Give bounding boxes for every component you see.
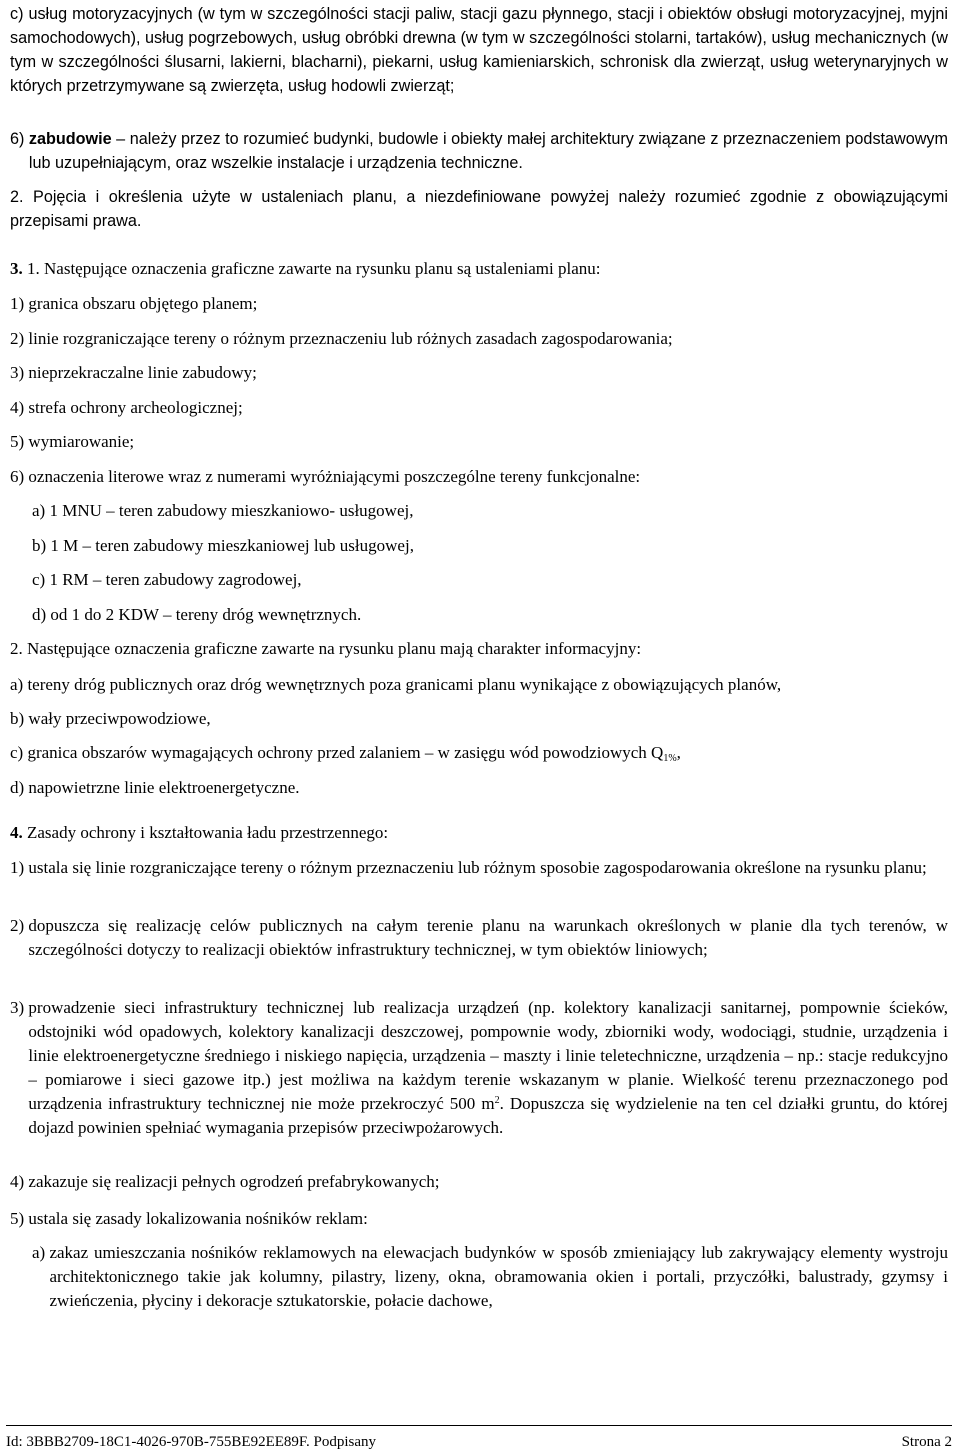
definition-text: – należy przez to rozumieć budynki, budowle i obiekty małej architektury związane z przeznaczeniem podstawowym lub uzupełniającym, oraz wszelkie instalacje i urządzenia techniczne. xyxy=(28,130,948,172)
item-number: 5) xyxy=(10,1209,29,1228)
subscript: 1% xyxy=(663,753,677,764)
list-item xyxy=(10,914,948,962)
item-number: 3) xyxy=(10,998,29,1017)
list-item xyxy=(10,1207,948,1231)
list-item: d) napowietrzne linie elektroenergetyczne. xyxy=(10,778,300,797)
list-item: 6) oznaczenia literowe wraz z numerami wyróżniającymi poszczególne tereny funkcjonalne: xyxy=(10,467,641,486)
list-item xyxy=(10,996,948,1140)
list-item: 3) nieprzekraczalne linie zabudowy; xyxy=(10,363,257,382)
page-footer xyxy=(6,1432,952,1452)
subsection-number: 1. xyxy=(22,259,40,278)
list-item xyxy=(10,856,948,880)
item-number: 6) xyxy=(10,130,29,148)
list-item: a) tereny dróg publicznych oraz dróg wewnętrznych poza granicami planu wynikające z obowiązujących planów, xyxy=(10,675,782,694)
section-number: 3. xyxy=(10,259,23,278)
paragraph-item-c: c) usług motoryzacyjnych (w tym w szczególności stacji paliw, stacji gazu płynnego, stacji i obiektów obsługi motoryzacyjnej, myjni samochodowych), usług pogrzebowych, usług obróbki drewna (w tym w szczególności stolarni, tartaków), usług mechanicznych (w tym w szczególności ślusarni, lakierni, blacharni), piekarni, usług kamieniarskich, schronisk dla zwierząt, usług weterynaryjnych w których przetrzymywane są zwierzęta, usług hodowli zwierząt; xyxy=(10,5,948,95)
section-2-paragraph xyxy=(10,185,948,233)
item-number: 1) xyxy=(10,858,29,877)
item-text: zakaz umieszczania nośników reklamowych na elewacjach budynków w sposób zmieniający lub zakrywający elementy wystroju architektonicznego takie jak kolumny, pilastry, lizeny, okna, obramowania okien i portali, przyczółki, balustrady, gzymsy i zwieńczenia, płyciny i dekoracje sztukatorskie, połacie dachowe, xyxy=(49,1243,948,1310)
section-text: Zasady ochrony i kształtowania ładu przestrzennego: xyxy=(22,823,389,842)
list-item: 5) wymiarowanie; xyxy=(10,432,135,451)
item-text xyxy=(28,996,948,1140)
list-item: 2) linie rozgraniczające tereny o różnym przeznaczeniu lub różnych zasadach zagospodarowania; xyxy=(10,329,673,348)
list-item-text: c) granica obszarów wymagających ochrony przed zalaniem – w zasięgu wód powodziowych Q xyxy=(10,743,664,762)
document-id: Id: 3BBB2709-18C1-4026-970B-755BE92EE89F. Podpisany xyxy=(6,1434,377,1450)
item-text: ustala się zasady lokalizowania nośników reklam: xyxy=(28,1209,368,1228)
list-item-tail: , xyxy=(676,743,681,762)
superscript: 2 xyxy=(494,1095,500,1106)
item-number: a) xyxy=(32,1243,50,1262)
item-text: dopuszcza się realizację celów publicznych na całym terenie planu na warunkach określonych w planie dla tych terenów, w szczególności dotyczy to realizacji obiektów infrastruktury technicznej, w tym obiektów liniowych; xyxy=(28,916,948,959)
list-item: 1) granica obszaru objętego planem; xyxy=(10,294,258,313)
paragraph-item-6 xyxy=(10,127,948,175)
item-text xyxy=(29,127,948,175)
list-item xyxy=(10,741,948,765)
section-text: Pojęcia i określenia użyte w ustaleniach planu, a niezdefiniowane powyżej należy rozumieć zgodnie z obowiązującymi przepisami prawa. xyxy=(10,188,948,230)
section-number: 2. xyxy=(10,188,24,206)
item-text-tail: . Dopuszcza się wydzielenie na ten cel działki gruntu, do której dojazd powinien spełniać wymagania przepisów przeciwpożarowych. xyxy=(28,1094,948,1137)
subsection-heading: 2. Następujące oznaczenia graficzne zawarte na rysunku planu mają charakter informacyjny: xyxy=(10,639,642,658)
list-item xyxy=(10,1170,948,1194)
list-item: b) wały przeciwpowodziowe, xyxy=(10,709,211,728)
item-number: 4) xyxy=(10,1172,29,1191)
sub-list-item: c) 1 RM – teren zabudowy zagrodowej, xyxy=(32,570,302,589)
item-number: 2) xyxy=(10,916,29,935)
list-item: 4) strefa ochrony archeologicznej; xyxy=(10,398,243,417)
sub-list-item: b) 1 M – teren zabudowy mieszkaniowej lub usługowej, xyxy=(32,536,414,555)
sub-list-item xyxy=(32,1241,948,1313)
page-number: Strona 2 xyxy=(901,1434,952,1450)
section-4-heading xyxy=(10,821,948,845)
defined-term: zabudowie xyxy=(28,130,112,148)
item-text: zakazuje się realizacji pełnych ogrodzeń prefabrykowanych; xyxy=(28,1172,440,1191)
sub-list-item: d) od 1 do 2 KDW – tereny dróg wewnętrznych. xyxy=(32,605,362,624)
item-text: ustala się linie rozgraniczające tereny o różnym przeznaczeniu lub różnym sposobie zagospodarowania określone na rysunku planu; xyxy=(28,858,927,877)
section-3-heading xyxy=(10,257,948,281)
section-number: 4. xyxy=(10,823,23,842)
section-text: Następujące oznaczenia graficzne zawarte na rysunku planu są ustaleniami planu: xyxy=(39,259,601,278)
sub-list-item: a) 1 MNU – teren zabudowy mieszkaniowo- usługowej, xyxy=(32,501,414,520)
footer-divider xyxy=(6,1425,952,1426)
item-text-main: prowadzenie sieci infrastruktury technicznej lub realizacja urządzeń (np. kolektory kanalizacji sanitarnej, pompownie ścieków, odstojniki wód opadowych, kolektory kanalizacji deszczowej, pompownie wody, zbiorniki wody, wodociągi, studnie, urządzenia i linie elektroenergetyczne średniego i niskiego napięcia, urządzenia – maszty i linie teletechniczne, urządzenia – np.: stacje redukcyjno – pomiarowe i sieci gazowe itp.) jest możliwa na każdym terenie wskazanym w planie. Wielkość terenu przeznaczonego pod urządzenia infrastruktury technicznej nie może przekroczyć 500 m xyxy=(28,998,948,1113)
